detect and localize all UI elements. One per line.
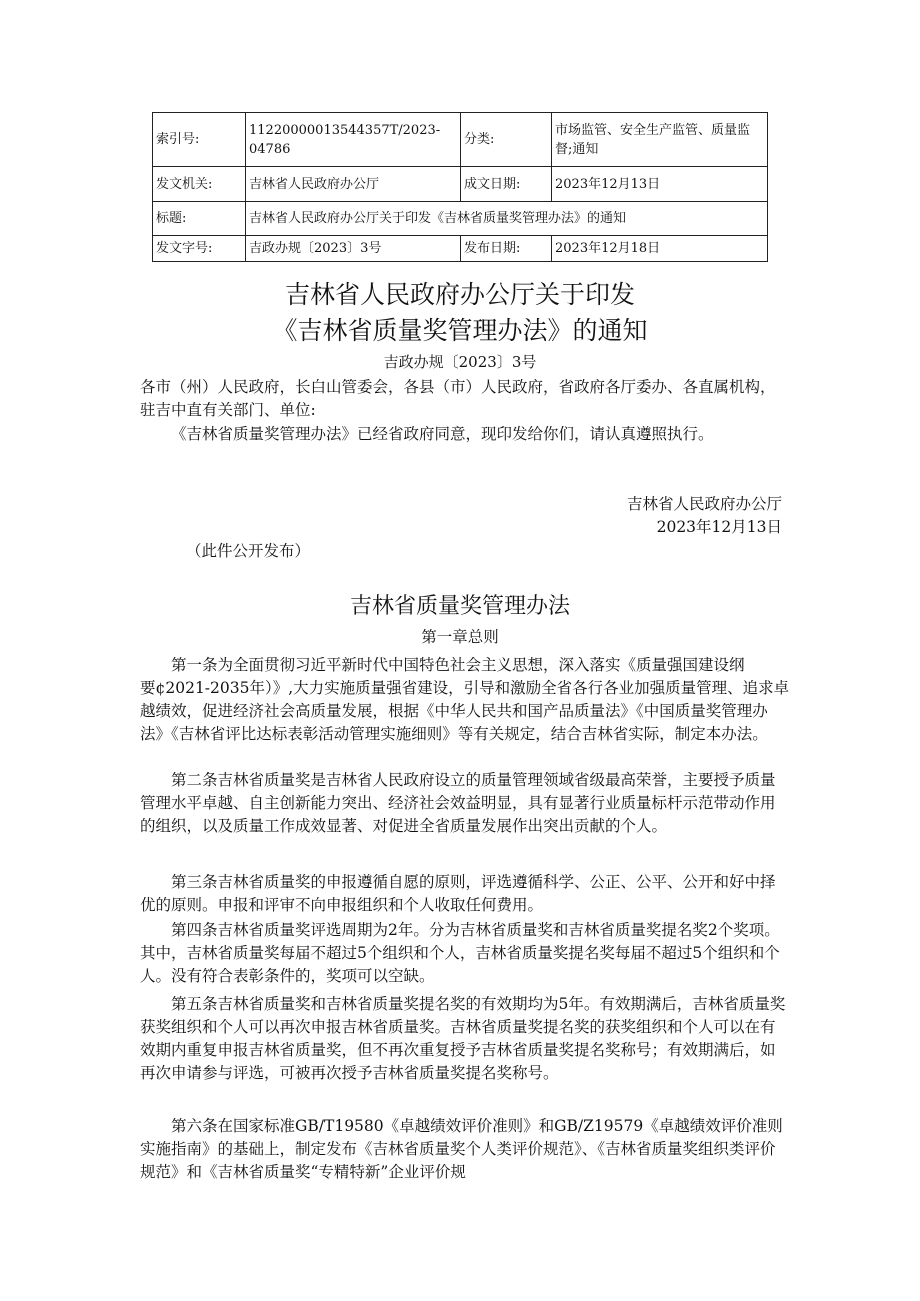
chapter-heading: 第一章总则 [421,628,499,646]
written-date-value: 2023年12月13日 [552,167,768,202]
document-metadata-table [152,112,768,262]
notice-title-line2: 《吉林省质量奖管理办法》的通知 [272,316,648,345]
notice-doc-number: 吉政办规〔2023〕3号 [383,353,537,371]
law-title: 吉林省质量奖管理办法 [349,594,570,619]
subject-value: 吉林省人民政府办公厅关于印发《吉林省质量奖管理办法》的通知 [246,202,768,236]
article-6: 第六条在国家标准GB/T19580《卓越绩效评价准则》和GB/Z19579《卓越绩效评价准则实施指南》的基础上，制定发布《吉林省质量奖个人类评价规范》、《吉林省质量奖组织类评价规范》和《吉林省质量奖“专精特新”企业评价规 [140,1117,783,1181]
issuer-value: 吉林省人民政府办公厅 [246,167,461,202]
notice-signature: 吉林省人民政府办公厅 [626,495,782,513]
article-1: 第一条为全面贯彻习近平新时代中国特色社会主义思想，深入落实《质量强国建设纲要¢2021-2035年）》,大力实施质量强省建设，引导和激励全省各行各业加强质量管理、追求卓越绩效，促进经济社会高质量发展，根据《中华人民共和国产品质量法》《中国质量奖管理办法》《吉林省评比达标表彰活动管理实施细则》等有关规定，结合吉林省实际，制定本办法。 [140,656,790,743]
category-label: 分类: [461,113,552,167]
article-2: 第二条吉林省质量奖是吉林省人民政府设立的质量管理领域省级最高荣誉，主要授予质量管理水平卓越、自主创新能力突出、经济社会效益明显，具有显著行业质量标杆示范带动作用的组织，以及质量工作成效显著、对促进全省质量发展作出突出贡献的个人。 [140,771,776,835]
article-3: 第三条吉林省质量奖的申报遵循自愿的原则，评选遵循科学、公正、公平、公开和好中择优的原则。申报和评审不向申报组织和个人收取任何费用。 [140,873,776,914]
publish-date-label: 发布日期: [461,236,552,262]
notice-addressees: 各市（州）人民政府，长白山管委会，各县（市）人民政府，省政府各厅委办、各直属机构，驻吉中直有关部门、单位: [140,378,776,419]
notice-date: 2023年12月13日 [656,518,782,536]
index-label: 索引号: [153,113,246,167]
article-5: 第五条吉林省质量奖和吉林省质量奖提名奖的有效期均为5年。有效期满后，吉林省质量奖获奖组织和个人可以再次申报吉林省质量奖。吉林省质量奖提名奖的获奖组织和个人可以在有效期内重复申报吉林省质量奖，但不再次重复授予吉林省质量奖提名奖称号；有效期满后，如再次申请参与评选，可被再次授予吉林省质量奖提名奖称号。 [140,995,786,1082]
subject-label: 标题: [153,202,246,236]
doc-number-value: 吉政办规〔2023〕3号 [246,236,461,262]
index-value: 11220000013544357T/2023-04786 [246,113,461,167]
category-value: 市场监管、安全生产监管、质量监督;通知 [552,113,768,167]
doc-number-label: 发文字号: [153,236,246,262]
publish-date-value: 2023年12月18日 [552,236,768,262]
publicity-note: （此件公开发布） [186,542,311,560]
written-date-label: 成文日期: [461,167,552,202]
issuer-label: 发文机关: [153,167,246,202]
notice-body: 《吉林省质量奖管理办法》已经省政府同意，现印发给你们，请认真遵照执行。 [171,425,714,443]
article-4: 第四条吉林省质量奖评选周期为2年。分为吉林省质量奖和吉林省质量奖提名奖2个奖项。其中，吉林省质量奖每届不超过5个组织和个人，吉林省质量奖提名奖每届不超过5个组织和个人。没有符合表彰条件的，奖项可以空缺。 [140,921,780,985]
notice-title-line1: 吉林省人民政府办公厅关于印发 [284,280,635,309]
